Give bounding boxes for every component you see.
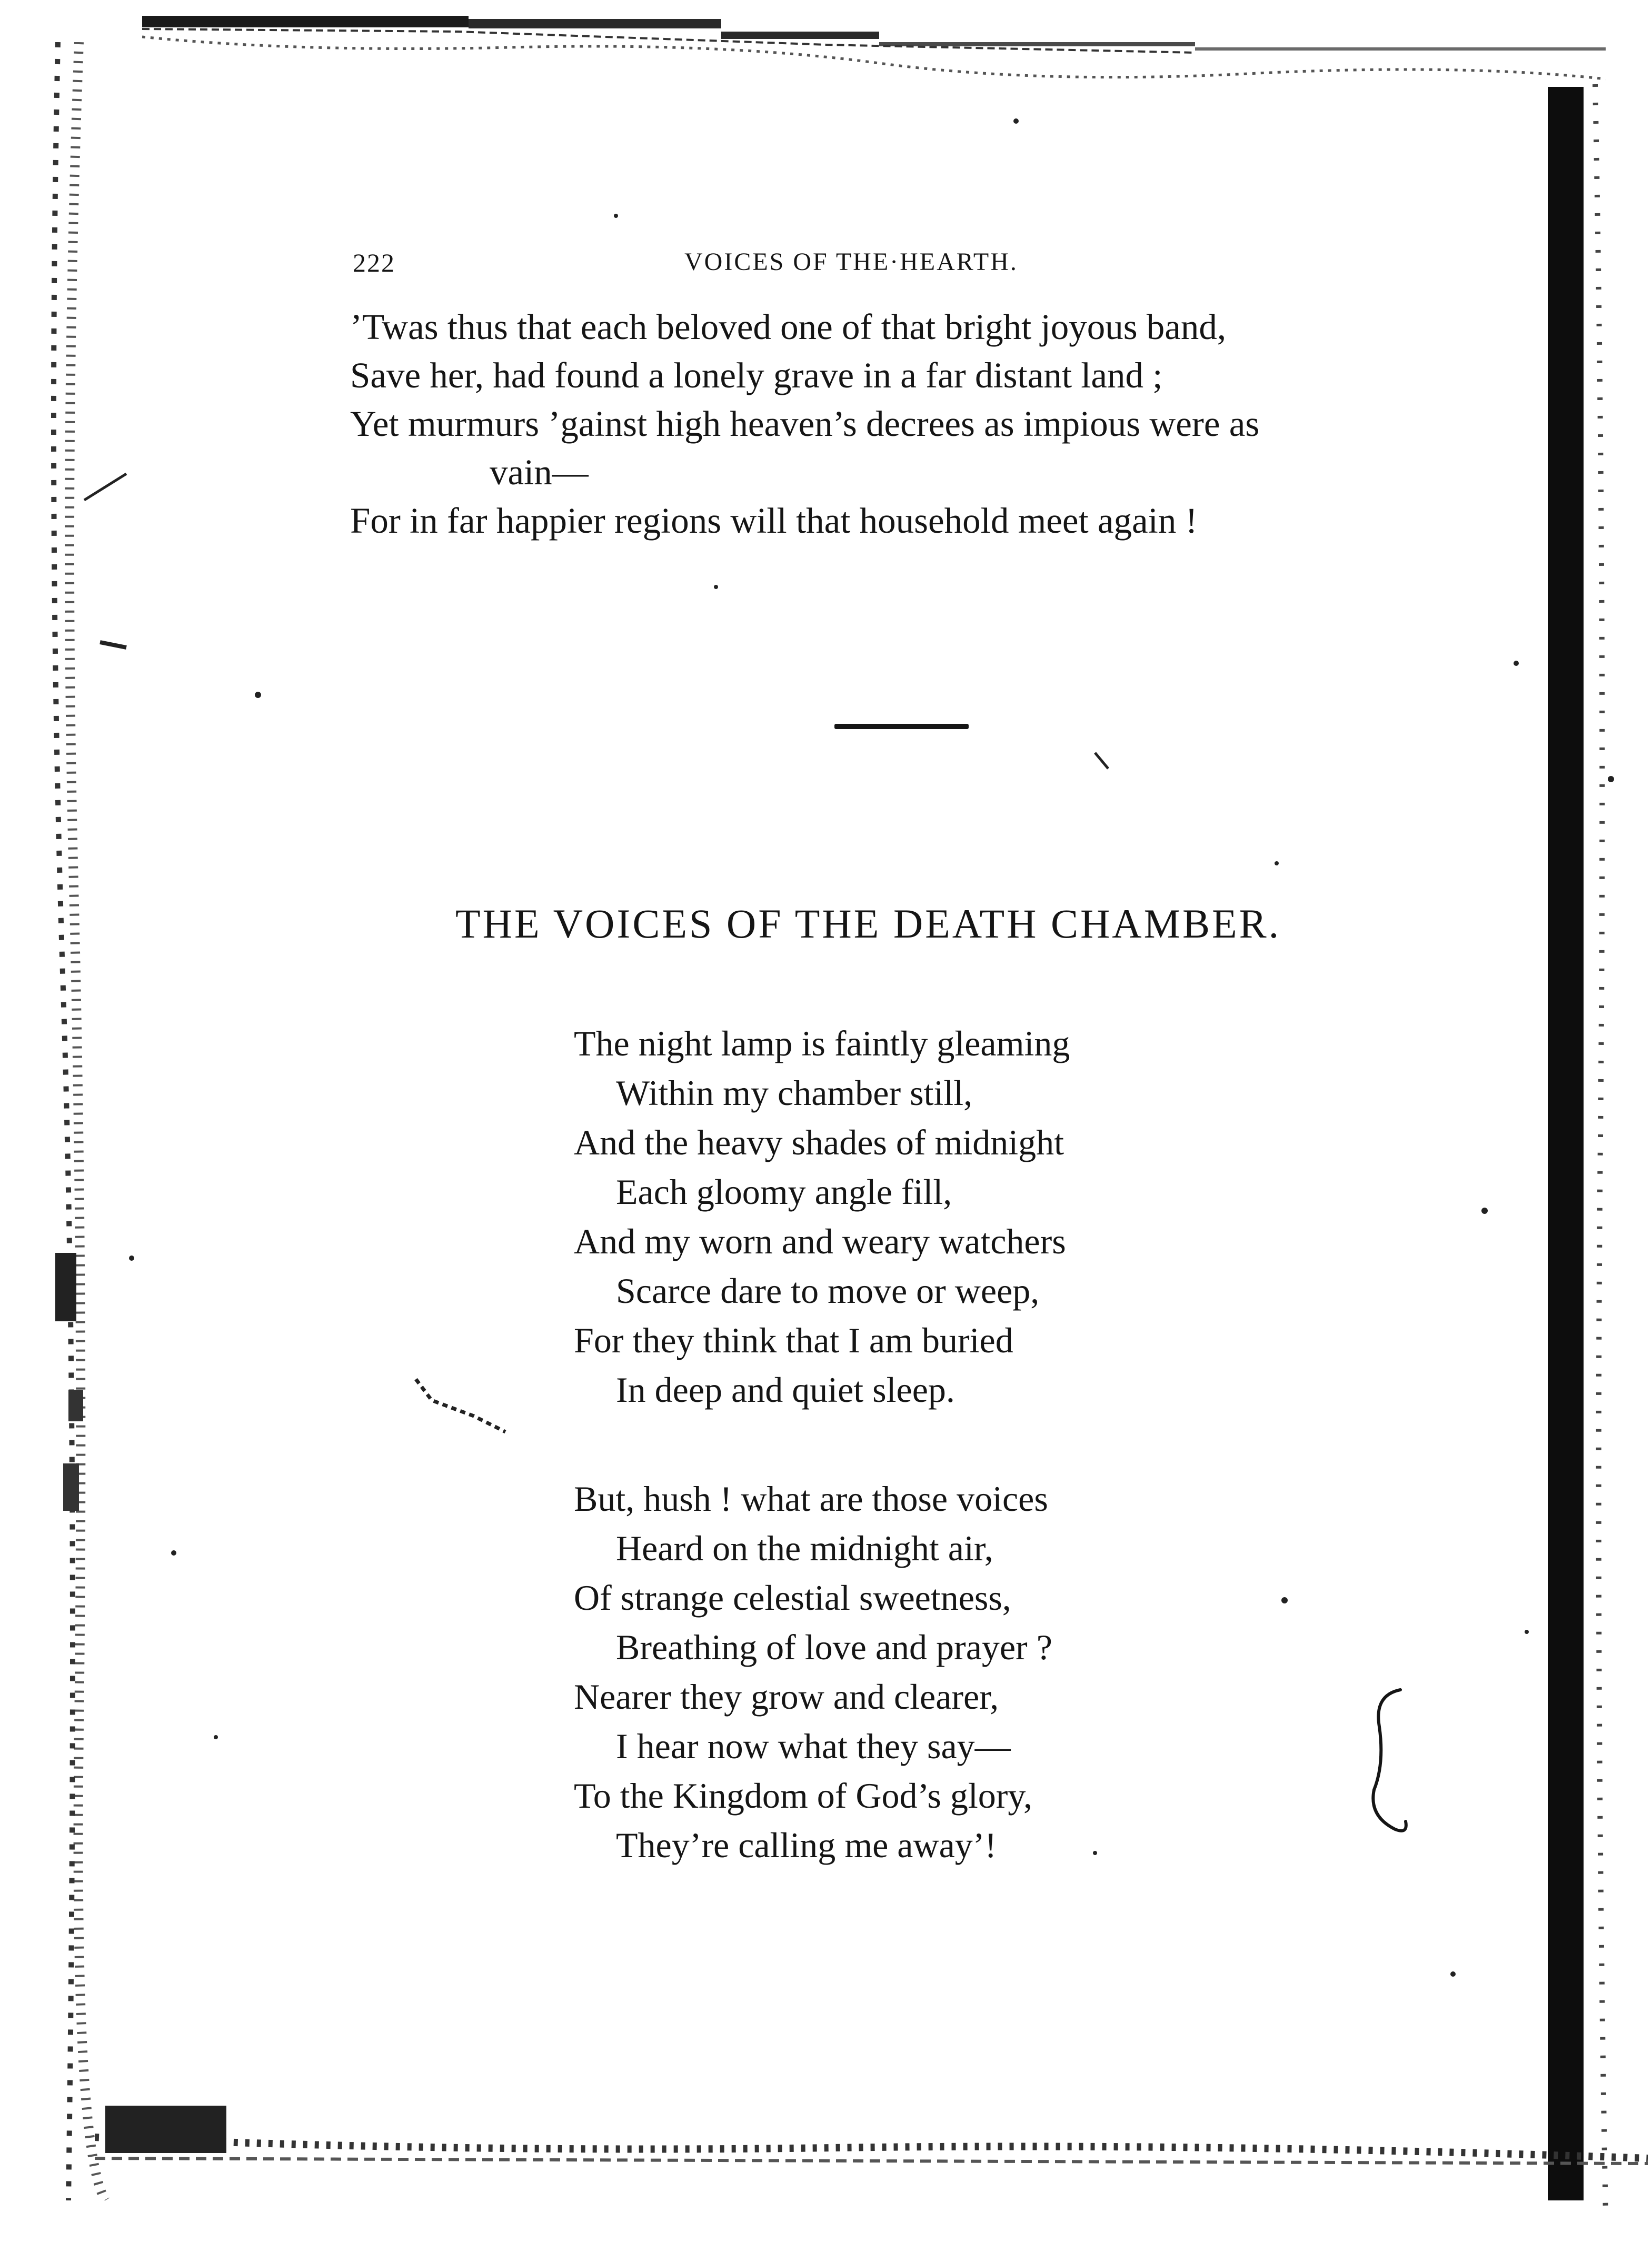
verse-line: For in far happier regions will that household meet again !: [350, 501, 1198, 541]
verse-line: And my worn and weary watchers: [574, 1221, 1066, 1261]
running-head: [353, 247, 1190, 284]
poem-title: THE VOICES OF THE DEATH CHAMBER.: [455, 901, 1281, 946]
verse-line: Breathing of love and prayer ?: [616, 1627, 1052, 1667]
verse-line: In deep and quiet sleep.: [616, 1370, 955, 1410]
verse-line: They’re calling me away’!: [616, 1825, 997, 1865]
stanza-1: [574, 1019, 1258, 1414]
verse-line: Yet murmurs ’gainst high heaven’s decrees as impious were as: [350, 404, 1260, 444]
handwritten-bracket-mark: [1358, 1685, 1416, 1837]
verse-line: To the Kingdom of God’s glory,: [574, 1776, 1032, 1816]
verse-line: Save her, had found a lonely grave in a far distant land ;: [350, 355, 1163, 395]
verse-line: Heard on the midnight air,: [616, 1528, 993, 1568]
verse-line: I hear now what they say—: [616, 1726, 1011, 1766]
verse-line: For they think that I am buried: [574, 1320, 1013, 1360]
stanza-2: [574, 1474, 1258, 1870]
page-number: 222: [353, 248, 395, 277]
verse-line: Each gloomy angle fill,: [616, 1172, 952, 1212]
verse-line: Nearer they grow and clearer,: [574, 1677, 999, 1717]
previous-poem-ending: [350, 303, 1508, 545]
section-divider-rule: [834, 724, 969, 729]
running-title: VOICES OF THE·HEARTH.: [684, 248, 1018, 276]
verse-line: And the heavy shades of midnight: [574, 1122, 1064, 1162]
verse-line: ’Twas thus that each beloved one of that bright joyous band,: [350, 307, 1227, 347]
verse-line: Of strange celestial sweetness,: [574, 1578, 1011, 1618]
verse-line: But, hush ! what are those voices: [574, 1479, 1048, 1519]
verse-line-continuation: vain—: [490, 452, 589, 492]
verse-line: The night lamp is faintly gleaming: [574, 1023, 1070, 1063]
verse-line: Scarce dare to move or weep,: [616, 1271, 1040, 1311]
verse-line: Within my chamber still,: [616, 1073, 973, 1113]
